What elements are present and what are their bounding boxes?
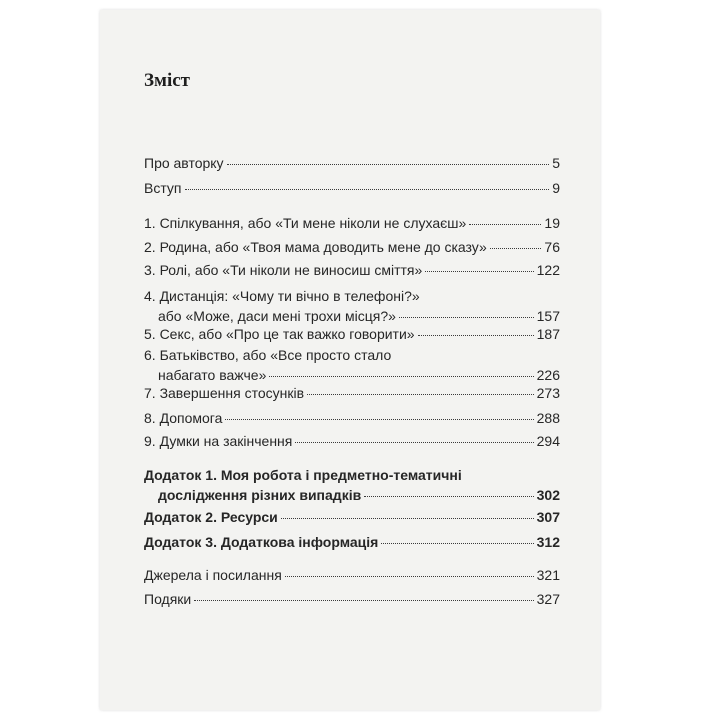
toc-entry-text: 9. Думки на закінчення bbox=[144, 433, 293, 449]
toc-entry-appendix-1 bbox=[144, 465, 560, 505]
toc-entry-text: Додаток 2. Ресурси bbox=[144, 509, 278, 525]
toc-entry-page: 321 bbox=[536, 567, 560, 583]
toc-entry-page: 226 bbox=[536, 367, 560, 383]
toc-entry-chapter-3 bbox=[144, 260, 560, 280]
toc-entry-text: Додаток 1. Моя робота і предметно-тематичні bbox=[144, 467, 462, 483]
book-page bbox=[100, 10, 600, 710]
toc-entry-chapter-7 bbox=[144, 383, 560, 403]
dot-leader bbox=[185, 189, 550, 190]
toc-entry-page: 302 bbox=[536, 487, 560, 503]
dot-leader bbox=[418, 335, 534, 336]
toc-entry-text-continued: або «Може, даси мені трохи місця?» bbox=[158, 308, 396, 324]
toc-entry-chapter-4 bbox=[144, 286, 560, 326]
toc-entry-text: Вступ bbox=[144, 180, 182, 196]
toc-entry-acknowledgements bbox=[144, 589, 560, 609]
toc-entry-appendix-3 bbox=[144, 532, 560, 552]
toc-entry-page: 312 bbox=[536, 534, 560, 550]
toc-entry-page: 273 bbox=[536, 385, 560, 401]
toc-entry-page: 294 bbox=[536, 433, 560, 449]
toc-entry-page: 19 bbox=[544, 215, 560, 231]
toc-entry-text: 6. Батьківство, або «Все просто стало bbox=[144, 347, 392, 363]
dot-leader bbox=[425, 271, 533, 272]
dot-leader bbox=[469, 224, 541, 225]
dot-leader bbox=[225, 419, 533, 420]
toc-entry-text: 7. Завершення стосунків bbox=[144, 385, 305, 401]
toc-entry-text: 3. Ролі, або «Ти ніколи не виносиш сміття» bbox=[144, 262, 423, 278]
toc-entry-sources bbox=[144, 565, 560, 585]
toc-entry-page: 9 bbox=[552, 180, 560, 196]
toc-entry-chapter-9 bbox=[144, 431, 560, 451]
toc-entry-page: 122 bbox=[536, 262, 560, 278]
toc-entry-page: 187 bbox=[536, 326, 560, 342]
toc-entry-chapter-8 bbox=[144, 408, 560, 428]
toc-entry-page: 288 bbox=[536, 410, 560, 426]
toc-entry-page: 157 bbox=[536, 308, 560, 324]
toc-entry-text: 8. Допомога bbox=[144, 410, 223, 426]
toc-entry-about-author bbox=[144, 153, 560, 173]
toc-entry-chapter-5 bbox=[144, 324, 560, 344]
toc-entry-text: Додаток 3. Додаткова інформація bbox=[144, 534, 379, 550]
toc-entry-page: 307 bbox=[536, 509, 560, 525]
dot-leader bbox=[399, 317, 534, 318]
toc-title: Зміст bbox=[144, 70, 191, 91]
toc-entry-appendix-2 bbox=[144, 507, 560, 527]
toc-entry-text-continued: дослідження різних випадків bbox=[158, 487, 362, 503]
toc-entry-page: 5 bbox=[552, 155, 560, 171]
dot-leader bbox=[364, 496, 533, 497]
dot-leader bbox=[490, 248, 542, 249]
dot-leader bbox=[194, 600, 533, 601]
dot-leader bbox=[269, 376, 533, 377]
dot-leader bbox=[307, 394, 534, 395]
toc-entry-text: 4. Дистанція: «Чому ти вічно в телефоні?» bbox=[144, 288, 420, 304]
dot-leader bbox=[227, 164, 550, 165]
toc-entry-text: 1. Спілкування, або «Ти мене ніколи не слухаєш» bbox=[144, 215, 467, 231]
toc-entry-text: 2. Родина, або «Твоя мама доводить мене до сказу» bbox=[144, 239, 487, 255]
toc-entry-text: Подяки bbox=[144, 591, 192, 607]
toc-entry-chapter-1 bbox=[144, 213, 560, 233]
dot-leader bbox=[295, 442, 533, 443]
dot-leader bbox=[381, 543, 533, 544]
toc-entry-text: Джерела і посилання bbox=[144, 567, 282, 583]
toc-entry-chapter-2 bbox=[144, 237, 560, 257]
toc-entry-text: 5. Секс, або «Про це так важко говорити» bbox=[144, 326, 415, 342]
dot-leader bbox=[281, 518, 534, 519]
toc-entry-chapter-6 bbox=[144, 345, 560, 385]
toc-entry-text: Про авторку bbox=[144, 155, 224, 171]
toc-entry-page: 327 bbox=[536, 591, 560, 607]
toc-entry-page: 76 bbox=[544, 239, 560, 255]
dot-leader bbox=[285, 576, 534, 577]
toc-entry-text-continued: набагато важче» bbox=[158, 367, 267, 383]
toc-entry-intro bbox=[144, 178, 560, 198]
